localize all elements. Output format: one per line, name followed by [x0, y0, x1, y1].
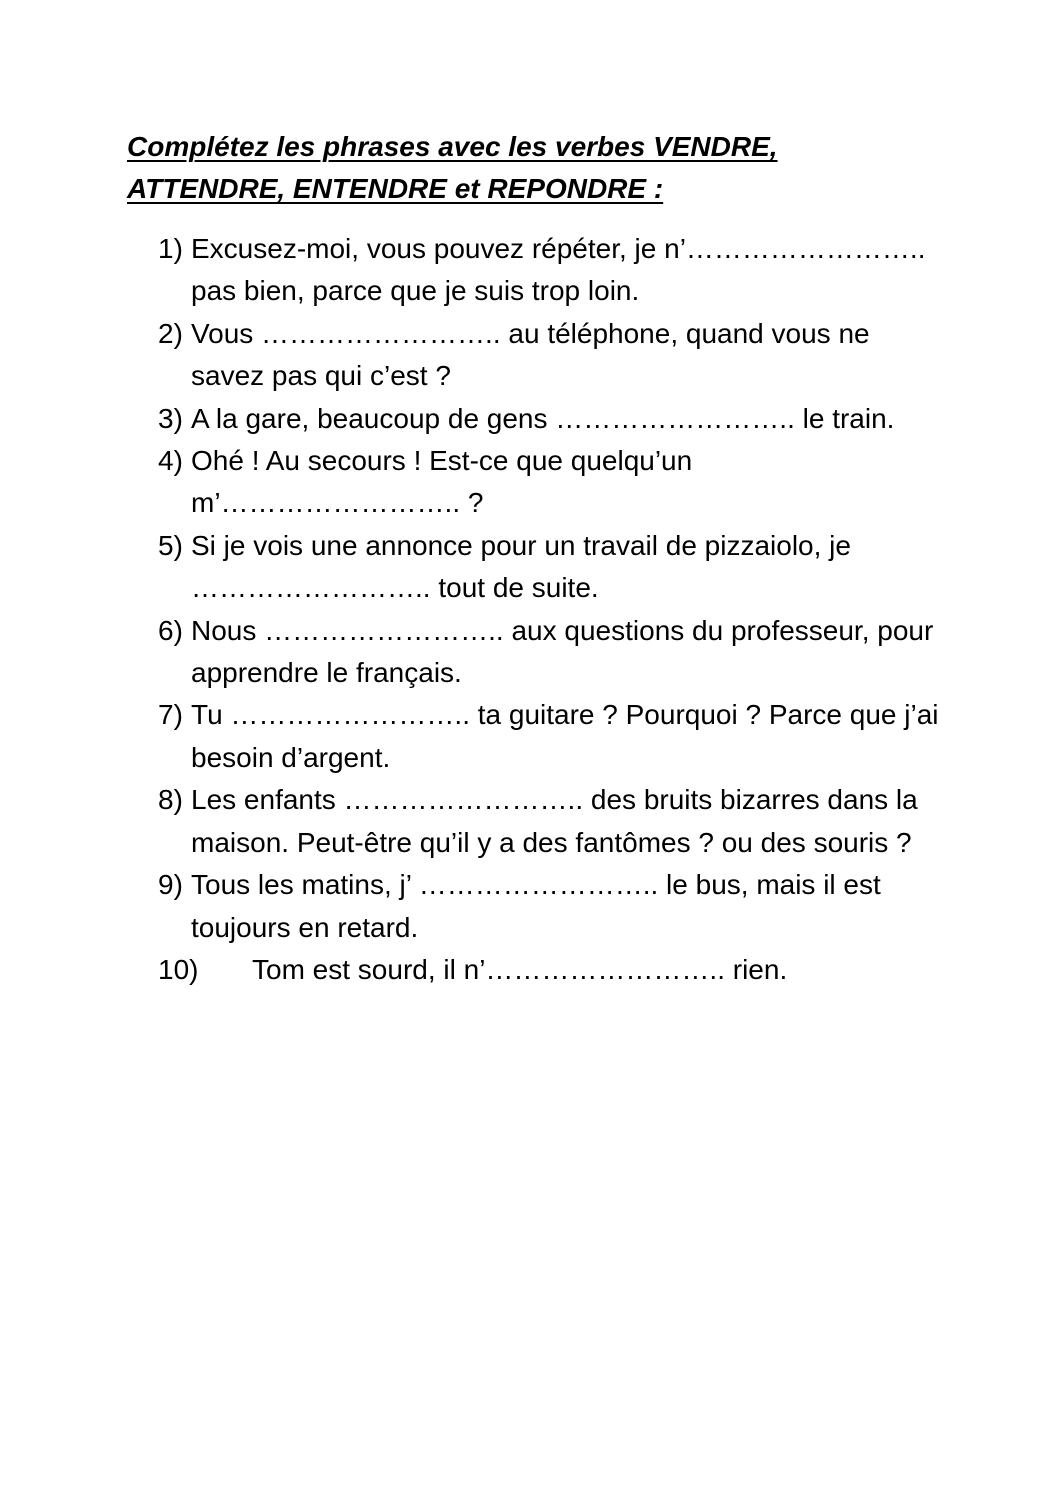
exercise-item-8 — [158, 779, 948, 864]
exercise-item-5 — [158, 525, 948, 610]
item-number: 9) — [158, 869, 183, 901]
item-text: Les enfants …………………….. des bruits bizarres dans la maison. Peut-être qu’il y a des fantômes ? ou des souris ? — [191, 784, 918, 858]
item-text: A la gare, beaucoup de gens …………………….. le train. — [191, 402, 895, 434]
item-text: Ohé ! Au secours ! Est-ce que quelqu’un m’…………………….. ? — [191, 445, 693, 519]
exercise-instruction — [127, 126, 927, 210]
instruction-line-2: ATTENDRE, ENTENDRE et REPONDRE : — [127, 173, 664, 204]
item-text: Excusez-moi, vous pouvez répéter, je n’…………………….. pas bien, parce que je suis trop loin. — [191, 233, 926, 307]
exercise-list — [158, 228, 948, 991]
item-number: 10) — [158, 953, 199, 985]
item-number: 3) — [158, 402, 183, 434]
exercise-item-3 — [158, 398, 948, 440]
item-number: 5) — [158, 529, 183, 561]
item-text: Tous les matins, j’ …………………….. le bus, mais il est toujours en retard. — [191, 869, 881, 943]
item-number: 7) — [158, 699, 183, 731]
exercise-item-4 — [158, 440, 948, 525]
item-text: Nous …………………….. aux questions du professeur, pour apprendre le français. — [191, 614, 934, 689]
item-number: 4) — [158, 445, 183, 477]
instruction-line-1: Complétez les phrases avec les verbes VENDRE, — [127, 131, 778, 162]
exercise-item-2 — [158, 313, 948, 398]
item-text: Vous …………………….. au téléphone, quand vous ne savez pas qui c’est ? — [191, 317, 870, 392]
exercise-item-9 — [158, 864, 948, 949]
item-number: 2) — [158, 317, 183, 349]
exercise-item-10 — [158, 949, 948, 991]
exercise-item-1 — [158, 228, 948, 313]
exercise-item-7 — [158, 694, 948, 779]
item-text: Tom est sourd, il n’…………………….. rien. — [252, 953, 788, 985]
item-number: 6) — [158, 614, 183, 646]
item-text: Si je vois une annonce pour un travail de pizzaiolo, je …………………….. tout de suite. — [191, 529, 851, 604]
item-number: 8) — [158, 784, 183, 816]
item-text: Tu …………………….. ta guitare ? Pourquoi ? Parce que j’ai besoin d’argent. — [191, 699, 939, 773]
item-number: 1) — [158, 233, 183, 264]
exercise-item-6 — [158, 610, 948, 695]
